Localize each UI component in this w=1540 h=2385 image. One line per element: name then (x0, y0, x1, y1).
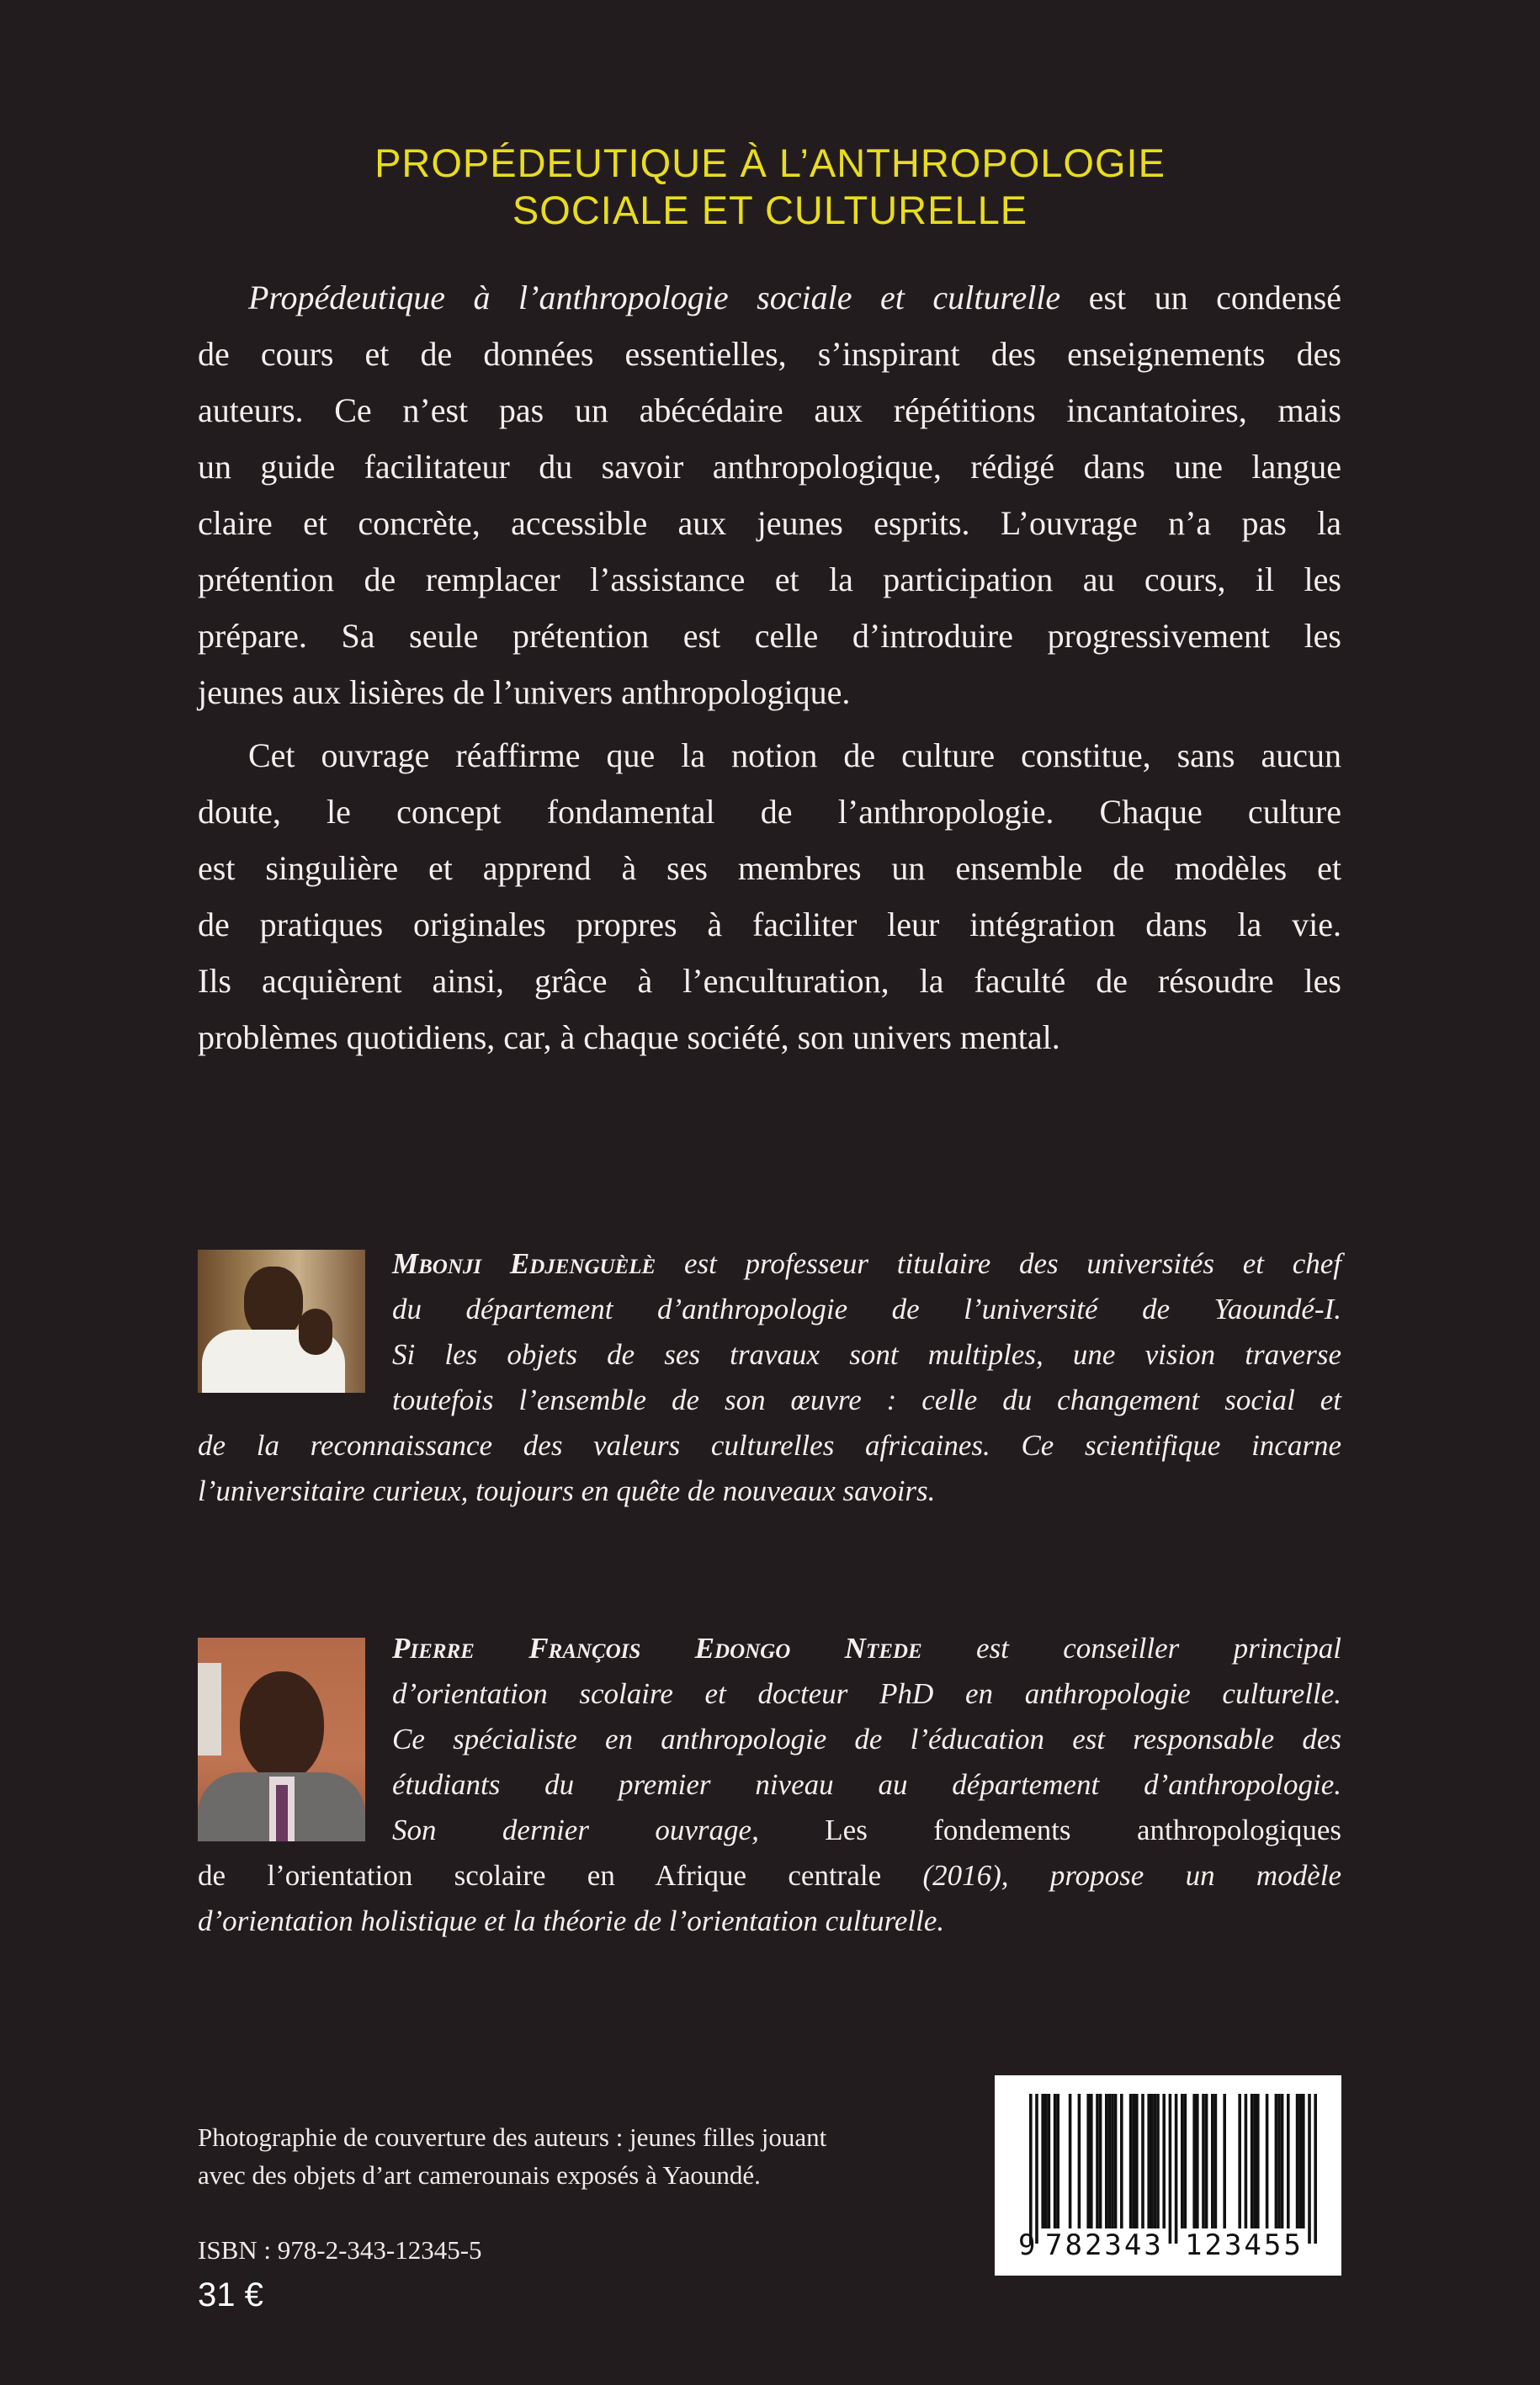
barcode-bar (1181, 2094, 1184, 2228)
text-segment: est un condensé (1060, 279, 1342, 316)
text-line (392, 1718, 1341, 1761)
barcode-first-digit: 9 (1018, 2228, 1036, 2262)
barcode-bar (1054, 2094, 1057, 2228)
barcode-bar (1302, 2094, 1305, 2228)
barcode-bar (1114, 2094, 1118, 2228)
barcode-bar (1275, 2094, 1278, 2228)
text-line (198, 1900, 1341, 1942)
text-line (198, 1425, 1341, 1467)
barcode-bar (1041, 2094, 1044, 2228)
text-line (198, 329, 1341, 380)
barcode-bar (1044, 2094, 1048, 2228)
text-segment: Si les objets de ses travaux sont multiples, une vision traverse (392, 1338, 1341, 1371)
barcode-bar (1150, 2094, 1154, 2228)
author-name: Mbonji Edjenguèlè (392, 1247, 656, 1280)
text-segment: prépare. Sa seule prétention est celle d’introduire progressivement les (198, 617, 1341, 655)
text-line (392, 1334, 1341, 1376)
barcode-bar (1175, 2094, 1178, 2244)
text-segment: est professeur titulaire des universités et chef (656, 1247, 1341, 1280)
barcode-bar (1048, 2094, 1051, 2228)
barcode-bar (1086, 2094, 1090, 2228)
barcode-bar (1211, 2094, 1214, 2228)
text-segment: du département d’anthropologie de l’université de Yaoundé-I. (392, 1293, 1341, 1325)
barcode-bar (1132, 2094, 1135, 2228)
barcode-bar (1287, 2094, 1290, 2228)
text-line (198, 843, 1341, 894)
text-segment: toutefois l’ensemble de son œuvre : celle du changement social et (392, 1384, 1341, 1416)
text-line (198, 555, 1341, 605)
barcode-bar (1277, 2094, 1281, 2228)
text-line (198, 956, 1341, 1007)
text-segment: Cet ouvrage réaffirme que la notion de culture constitue, sans aucun (248, 736, 1341, 774)
barcode-bar (1108, 2094, 1112, 2228)
barcode-bar (1056, 2094, 1059, 2228)
text-segment: Ce spécialiste en anthropologie de l’éducation est responsable des (392, 1723, 1341, 1756)
isbn: ISBN : 978-2-343-12345-5 (198, 2235, 482, 2265)
cover-photo-caption-line-1: Photographie de couverture des auteurs : jeunes filles jouant (198, 2122, 827, 2152)
book-title-italic: Propédeutique à l’anthropologie sociale et culturelle (248, 279, 1061, 316)
barcode-bar (1308, 2094, 1311, 2244)
title-line-1: PROPÉDEUTIQUE À L’ANTHROPOLOGIE (374, 141, 1166, 185)
text-segment: de la reconnaissance des valeurs culturelles africaines. Ce scientifique incarne (198, 1429, 1341, 1462)
text-segment: l’universitaire curieux, toujours en quête de nouveaux savoirs. (198, 1474, 936, 1507)
text-line (198, 787, 1341, 837)
barcode-bar (1105, 2094, 1108, 2228)
text-segment: étudiants du premier niveau au département d’anthropologie. (392, 1768, 1341, 1801)
text-segment: Les fondements anthropologiques (825, 1814, 1341, 1846)
barcode-bar (1156, 2094, 1160, 2228)
barcode-bar (1202, 2094, 1205, 2228)
barcode-bar (1298, 2094, 1302, 2228)
barcode-right-digits: 123455 (1185, 2228, 1304, 2262)
barcode-bar (1196, 2094, 1199, 2228)
barcode-bar (1120, 2094, 1123, 2228)
barcode-bar (1078, 2094, 1081, 2228)
title-line-2: SOCIALE ET CULTURELLE (512, 188, 1028, 232)
barcode-bar (1184, 2094, 1187, 2228)
text-line (392, 1379, 1341, 1421)
text-segment: d’orientation holistique et la théorie de l’orientation culturelle. (198, 1904, 945, 1937)
text-line (248, 730, 1341, 781)
barcode-bar (1266, 2094, 1269, 2228)
text-segment: prétention de remplacer l’assistance et la participation au cours, il les (198, 560, 1341, 598)
author-photo-mbonji (198, 1250, 365, 1393)
text-segment: d’orientation scolaire et docteur PhD en anthropologie culturelle. (392, 1677, 1341, 1710)
text-line (198, 385, 1341, 436)
text-line (198, 667, 1341, 718)
barcode-bar (1162, 2094, 1166, 2228)
cover-photo-caption-line-2: avec des objets d’art camerounais exposés à Yaoundé. (198, 2160, 761, 2190)
text-segment: de l’orientation scolaire en Afrique centrale (198, 1859, 882, 1892)
barcode-bar (1281, 2094, 1284, 2228)
text-line (198, 1855, 1341, 1897)
barcode-bar (1245, 2094, 1248, 2228)
text-segment: claire et concrète, accessible aux jeunes esprits. L’ouvrage n’a pas la (198, 504, 1341, 542)
text-line (392, 1673, 1341, 1715)
text-segment: de cours et de données essentielles, s’inspirant des enseignements des (198, 335, 1341, 373)
text-segment: Son dernier ouvrage, (392, 1814, 826, 1846)
barcode-bar (1253, 2094, 1256, 2228)
barcode-bar (1296, 2094, 1299, 2228)
text-segment: doute, le concept fondamental de l’anthropologie. Chaque culture (198, 793, 1341, 831)
barcode-bar (1029, 2094, 1033, 2244)
barcode-bar (1096, 2094, 1099, 2228)
author-name: Pierre François Edongo Ntede (392, 1632, 922, 1665)
text-segment: auteurs. Ce n’est pas un abécédaire aux répétitions incantatoires, mais (198, 391, 1341, 429)
text-line (392, 1628, 1341, 1670)
text-segment: un guide facilitateur du savoir anthropologique, rédigé dans une langue (198, 448, 1341, 486)
barcode-bar (1069, 2094, 1072, 2228)
barcode-bar (1214, 2094, 1218, 2228)
barcode-bar (1256, 2094, 1260, 2228)
text-line (392, 1764, 1341, 1806)
barcode-bar (1223, 2094, 1226, 2228)
barcode-bar (1111, 2094, 1114, 2228)
text-line (198, 442, 1341, 492)
text-line (392, 1809, 1341, 1851)
price: 31 € (198, 2276, 263, 2313)
text-line (198, 498, 1341, 549)
text-segment: de pratiques originales propres à faciliter leur intégration dans la vie. (198, 906, 1341, 943)
text-line (198, 900, 1341, 950)
barcode-bar (1141, 2094, 1144, 2228)
barcode-bar (1192, 2094, 1196, 2228)
author-photo-edongo (198, 1638, 365, 1841)
barcode (995, 2075, 1341, 2276)
barcode-left-digits: 782343 (1045, 2228, 1164, 2262)
barcode-bar (1099, 2094, 1102, 2228)
text-segment: est conseiller principal (921, 1632, 1341, 1665)
barcode-bar (1169, 2094, 1172, 2244)
text-line (392, 1288, 1341, 1331)
text-segment: Ils acquièrent ainsi, grâce à l’enculturation, la faculté de résoudre les (198, 962, 1341, 1000)
barcode-bar (1129, 2094, 1133, 2228)
barcode-bar (1314, 2094, 1317, 2244)
barcode-bar (1238, 2094, 1241, 2228)
text-line (198, 1470, 1341, 1512)
barcode-bar (1154, 2094, 1157, 2228)
barcode-bar (1035, 2094, 1038, 2244)
text-line (198, 1012, 1341, 1063)
barcode-bar (1135, 2094, 1139, 2228)
barcode-bar (1251, 2094, 1254, 2228)
text-segment: est singulière et apprend à ses membres un ensemble de modèles et (198, 849, 1341, 887)
text-segment: jeunes aux lisières de l’univers anthropologique. (198, 673, 851, 711)
text-line (392, 1243, 1341, 1285)
barcode-bar (1147, 2094, 1150, 2228)
text-segment: (2016), propose un modèle (881, 1859, 1342, 1892)
text-line (198, 611, 1341, 661)
text-segment: problèmes quotidiens, car, à chaque société, son univers mental. (198, 1018, 1060, 1056)
barcode-bar (1205, 2094, 1208, 2228)
text-line (248, 273, 1341, 323)
barcode-bar (1090, 2094, 1093, 2228)
